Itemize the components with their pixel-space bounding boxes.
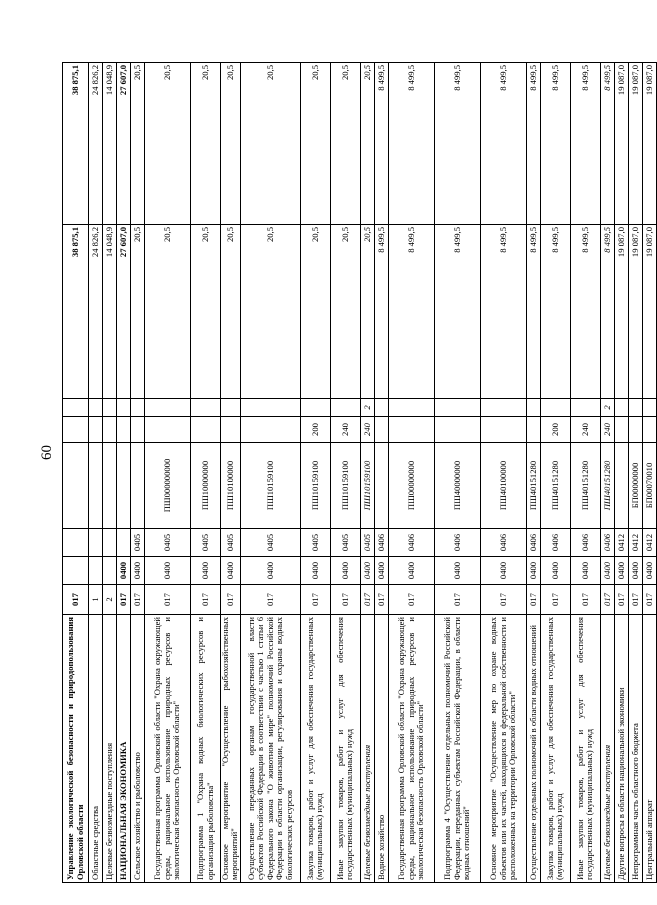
row-amount-1: 20,5 — [191, 225, 221, 399]
table-row — [330, 63, 360, 883]
row-target-code: БП00000000 — [628, 443, 642, 529]
table-row — [614, 63, 628, 883]
row-source-code — [191, 399, 221, 417]
row-source-code — [642, 399, 656, 417]
table-row — [131, 63, 145, 883]
table-row — [117, 63, 131, 883]
row-amount-2: 20,5 — [221, 63, 241, 225]
row-admin-code: 017 — [388, 585, 434, 615]
table-row — [628, 63, 642, 883]
row-subsection-code: 0405 — [360, 529, 374, 557]
row-expense-type-code — [131, 417, 145, 443]
row-target-code: ПШ10159100 — [300, 443, 330, 529]
row-admin-code: 017 — [614, 585, 628, 615]
row-admin-code: 017 — [131, 585, 145, 615]
table-row — [221, 63, 241, 883]
table-row — [145, 63, 191, 883]
row-source-code — [117, 399, 131, 417]
row-source-code — [300, 399, 330, 417]
row-target-code — [374, 443, 388, 529]
row-expense-type-code: 240 — [600, 417, 614, 443]
row-expense-type-code — [191, 417, 221, 443]
row-target-code: БП00070010 — [642, 443, 656, 529]
row-name: Водное хозяйство — [374, 615, 388, 883]
row-source-code — [526, 399, 540, 417]
row-amount-1: 20,5 — [360, 225, 374, 399]
row-expense-type-code: 200 — [540, 417, 570, 443]
row-section-code — [63, 557, 89, 585]
row-subsection-code: 0406 — [434, 529, 480, 557]
row-amount-2: 8 499,5 — [434, 63, 480, 225]
table-row — [388, 63, 434, 883]
row-subsection-code: 0405 — [240, 529, 300, 557]
row-source-code — [103, 399, 117, 417]
row-section-code: 0400 — [614, 557, 628, 585]
row-admin-code: 017 — [540, 585, 570, 615]
row-expense-type-code: 240 — [330, 417, 360, 443]
row-source-code — [628, 399, 642, 417]
row-section-code: 0400 — [526, 557, 540, 585]
row-amount-1: 20,5 — [131, 225, 145, 399]
row-amount-2: 14 048,9 — [103, 63, 117, 225]
row-target-code: ПШ10100000 — [221, 443, 241, 529]
row-amount-1: 20,5 — [240, 225, 300, 399]
row-amount-2: 20,5 — [145, 63, 191, 225]
row-expense-type-code — [388, 417, 434, 443]
row-expense-type-code: 240 — [360, 417, 374, 443]
row-subsection-code: 0405 — [330, 529, 360, 557]
row-amount-2: 38 875,1 — [63, 63, 89, 225]
row-expense-type-code: 200 — [300, 417, 330, 443]
row-section-code: 0400 — [360, 557, 374, 585]
row-name: Осуществление отдельных полномочий в области водных отношений — [526, 615, 540, 883]
rotated-page-content — [62, 63, 654, 883]
row-section-code: 0400 — [145, 557, 191, 585]
row-admin-code: 1 — [89, 585, 103, 615]
row-amount-2: 20,5 — [330, 63, 360, 225]
table-row — [480, 63, 526, 883]
row-amount-2: 19 087,0 — [628, 63, 642, 225]
row-target-code: ПШ10159100 — [360, 443, 374, 529]
row-target-code: ПШ40100000 — [480, 443, 526, 529]
row-subsection-code: 0406 — [388, 529, 434, 557]
table-row — [434, 63, 480, 883]
row-admin-code: 017 — [63, 585, 89, 615]
row-source-code — [145, 399, 191, 417]
row-amount-1: 8 499,5 — [526, 225, 540, 399]
table-row — [63, 63, 89, 883]
row-name: Целевые безвозмездные поступления — [600, 615, 614, 883]
row-expense-type-code — [480, 417, 526, 443]
table-row — [240, 63, 300, 883]
row-source-code — [570, 399, 600, 417]
row-amount-2: 8 499,5 — [600, 63, 614, 225]
row-target-code — [131, 443, 145, 529]
table-row — [642, 63, 656, 883]
row-target-code: ПШ40151280 — [526, 443, 540, 529]
row-target-code — [89, 443, 103, 529]
row-amount-2: 20,5 — [360, 63, 374, 225]
row-admin-code: 017 — [240, 585, 300, 615]
row-admin-code: 017 — [221, 585, 241, 615]
row-target-code — [103, 443, 117, 529]
row-subsection-code: 0406 — [374, 529, 388, 557]
row-amount-1: 38 875,1 — [63, 225, 89, 399]
row-amount-2: 8 499,5 — [540, 63, 570, 225]
row-subsection-code — [103, 529, 117, 557]
table-row — [300, 63, 330, 883]
row-admin-code: 017 — [360, 585, 374, 615]
row-amount-2: 8 499,5 — [480, 63, 526, 225]
row-section-code: 0400 — [434, 557, 480, 585]
row-expense-type-code — [374, 417, 388, 443]
row-amount-1: 8 499,5 — [480, 225, 526, 399]
row-section-code: 0400 — [374, 557, 388, 585]
row-section-code: 0400 — [300, 557, 330, 585]
row-admin-code: 017 — [600, 585, 614, 615]
row-target-code — [117, 443, 131, 529]
row-source-code — [131, 399, 145, 417]
row-expense-type-code — [642, 417, 656, 443]
row-admin-code: 017 — [145, 585, 191, 615]
row-expense-type-code: 240 — [570, 417, 600, 443]
row-source-code — [434, 399, 480, 417]
table-row — [374, 63, 388, 883]
table-row — [526, 63, 540, 883]
budget-table — [62, 62, 657, 883]
row-section-code: 0400 — [117, 557, 131, 585]
row-amount-1: 20,5 — [330, 225, 360, 399]
row-admin-code: 017 — [300, 585, 330, 615]
row-name: Осуществление переданных органам государственной власти субъектов Российской Федерации в соответствии с частью 1 статьи 6 Федерального закона "О животном мире" полномочий Российской Федерации в области организации, регулирования и охраны водных биологических ресурсов — [240, 615, 300, 883]
row-admin-code: 017 — [570, 585, 600, 615]
row-amount-2: 8 499,5 — [374, 63, 388, 225]
row-admin-code: 2 — [103, 585, 117, 615]
row-expense-type-code — [614, 417, 628, 443]
row-subsection-code: 0405 — [191, 529, 221, 557]
row-subsection-code — [63, 529, 89, 557]
row-source-code — [63, 399, 89, 417]
row-admin-code: 017 — [642, 585, 656, 615]
row-amount-1: 24 826,2 — [89, 225, 103, 399]
row-subsection-code: 0405 — [145, 529, 191, 557]
row-section-code: 0400 — [570, 557, 600, 585]
row-amount-1: 20,5 — [300, 225, 330, 399]
row-amount-1: 8 499,5 — [570, 225, 600, 399]
table-row — [191, 63, 221, 883]
row-amount-1: 20,5 — [145, 225, 191, 399]
row-section-code: 0400 — [240, 557, 300, 585]
row-admin-code: 017 — [480, 585, 526, 615]
row-source-code — [540, 399, 570, 417]
row-admin-code: 017 — [374, 585, 388, 615]
row-source-code — [374, 399, 388, 417]
row-name: Областные средства — [89, 615, 103, 883]
table-row — [103, 63, 117, 883]
row-admin-code: 017 — [117, 585, 131, 615]
row-amount-1: 8 499,5 — [540, 225, 570, 399]
row-subsection-code: 0405 — [131, 529, 145, 557]
row-subsection-code: 0406 — [480, 529, 526, 557]
row-amount-2: 20,5 — [131, 63, 145, 225]
row-name: Государственная программа Орловской области "Охрана окружающей среды, рациональное использование природных ресурсов и экологическая безопасность Орловской области" — [145, 615, 191, 883]
row-name: Подпрограмма 1 "Охрана водных биологических ресурсов и организация рыболовства" — [191, 615, 221, 883]
row-name: Основное мероприятие "Осуществление мер по охране водных объектов или их частей, находящихся в федеральной собственности и расположенных на территории Орловской области" — [480, 615, 526, 883]
row-amount-1: 8 499,5 — [434, 225, 480, 399]
row-amount-1: 19 087,0 — [642, 225, 656, 399]
row-admin-code: 017 — [526, 585, 540, 615]
row-name: Государственная программа Орловской области "Охрана окружающей среды, рациональное использование природных ресурсов и экологическая безопасность Орловской области" — [388, 615, 434, 883]
row-source-code — [388, 399, 434, 417]
row-target-code: ПШ10159100 — [240, 443, 300, 529]
table-row — [540, 63, 570, 883]
row-target-code: ПШ000000000 — [145, 443, 191, 529]
row-target-code: ПШ40151280 — [570, 443, 600, 529]
row-amount-1: 8 499,5 — [374, 225, 388, 399]
row-section-code: 0400 — [480, 557, 526, 585]
row-expense-type-code — [526, 417, 540, 443]
row-subsection-code: 0406 — [540, 529, 570, 557]
row-source-code — [330, 399, 360, 417]
row-amount-2: 20,5 — [300, 63, 330, 225]
row-target-code: ПШ10000000 — [191, 443, 221, 529]
row-expense-type-code — [63, 417, 89, 443]
row-name: Другие вопросы в области национальной экономики — [614, 615, 628, 883]
row-target-code: ПШ10159100 — [330, 443, 360, 529]
row-target-code: ПШ00000000 — [388, 443, 434, 529]
row-expense-type-code — [434, 417, 480, 443]
row-expense-type-code — [89, 417, 103, 443]
row-amount-2: 19 087,0 — [614, 63, 628, 225]
row-section-code: 0400 — [191, 557, 221, 585]
row-source-code: 2 — [360, 399, 374, 417]
row-subsection-code: 0406 — [600, 529, 614, 557]
budget-table-body — [63, 63, 657, 883]
row-subsection-code: 0412 — [628, 529, 642, 557]
row-source-code — [240, 399, 300, 417]
row-name: Целевые безвозмездные поступления — [360, 615, 374, 883]
row-name: Иные закупки товаров, работ и услуг для обеспечения государственных (муниципальных) нужд — [330, 615, 360, 883]
row-subsection-code — [117, 529, 131, 557]
row-source-code — [614, 399, 628, 417]
row-name: Закупка товаров, работ и услуг для обеспечения государственных (муниципальных) нужд — [540, 615, 570, 883]
row-amount-1: 19 087,0 — [628, 225, 642, 399]
row-amount-2: 20,5 — [240, 63, 300, 225]
row-amount-1: 27 607,0 — [117, 225, 131, 399]
row-amount-2: 27 607,0 — [117, 63, 131, 225]
row-name: Основное мероприятие "Осуществление рыбохозяйственных мероприятий" — [221, 615, 241, 883]
row-section-code — [89, 557, 103, 585]
row-amount-2: 8 499,5 — [570, 63, 600, 225]
row-expense-type-code — [221, 417, 241, 443]
row-name: Непрограммная часть областного бюджета — [628, 615, 642, 883]
row-section-code: 0400 — [628, 557, 642, 585]
row-name: Подпрограмма 4 "Осуществление отдельных полномочий Российской Федерации, переданных субъектам Российской Федерации, в области водных отношений" — [434, 615, 480, 883]
row-subsection-code: 0406 — [570, 529, 600, 557]
row-admin-code: 017 — [434, 585, 480, 615]
row-target-code: ПШ40000000 — [434, 443, 480, 529]
table-row — [570, 63, 600, 883]
row-name: НАЦИОНАЛЬНАЯ ЭКОНОМИКА — [117, 615, 131, 883]
row-section-code: 0400 — [388, 557, 434, 585]
row-amount-1: 8 499,5 — [388, 225, 434, 399]
row-amount-1: 14 048,9 — [103, 225, 117, 399]
page-number: 60 — [39, 445, 55, 461]
row-amount-1: 19 087,0 — [614, 225, 628, 399]
row-name: Иные закупки товаров, работ и услуг для обеспечения государственных (муниципальных) нужд — [570, 615, 600, 883]
row-subsection-code: 0406 — [526, 529, 540, 557]
row-target-code: ПШ40151280 — [600, 443, 614, 529]
row-subsection-code: 0405 — [221, 529, 241, 557]
row-target-code: ПШ40151280 — [540, 443, 570, 529]
row-amount-1: 8 499,5 — [600, 225, 614, 399]
row-expense-type-code — [117, 417, 131, 443]
row-amount-2: 19 087,0 — [642, 63, 656, 225]
table-row — [89, 63, 103, 883]
row-section-code: 0400 — [642, 557, 656, 585]
row-amount-2: 24 826,2 — [89, 63, 103, 225]
row-expense-type-code — [145, 417, 191, 443]
row-amount-2: 20,5 — [191, 63, 221, 225]
row-section-code: 0400 — [540, 557, 570, 585]
row-section-code: 0400 — [221, 557, 241, 585]
row-amount-2: 8 499,5 — [388, 63, 434, 225]
row-subsection-code: 0412 — [642, 529, 656, 557]
table-row — [360, 63, 374, 883]
row-target-code — [614, 443, 628, 529]
row-source-code — [89, 399, 103, 417]
row-expense-type-code — [103, 417, 117, 443]
row-subsection-code: 0412 — [614, 529, 628, 557]
row-target-code — [63, 443, 89, 529]
row-source-code — [480, 399, 526, 417]
row-name: Сельское хозяйство и рыболовство — [131, 615, 145, 883]
row-admin-code: 017 — [191, 585, 221, 615]
row-name: Центральный аппарат — [642, 615, 656, 883]
row-amount-1: 20,5 — [221, 225, 241, 399]
row-section-code: 0400 — [330, 557, 360, 585]
row-amount-2: 8 499,5 — [526, 63, 540, 225]
row-name: Целевые безвозмездные поступления — [103, 615, 117, 883]
row-admin-code: 017 — [628, 585, 642, 615]
row-section-code: 0400 — [600, 557, 614, 585]
row-admin-code: 017 — [330, 585, 360, 615]
row-section-code: 0400 — [131, 557, 145, 585]
row-subsection-code: 0405 — [300, 529, 330, 557]
row-name: Закупка товаров, работ и услуг для обеспечения государственных (муниципальных) нужд — [300, 615, 330, 883]
row-source-code: 2 — [600, 399, 614, 417]
row-expense-type-code — [240, 417, 300, 443]
row-section-code — [103, 557, 117, 585]
row-subsection-code — [89, 529, 103, 557]
table-row — [600, 63, 614, 883]
row-source-code — [221, 399, 241, 417]
row-name: Управление экологической безопасности и природопользования Орловской области — [63, 615, 89, 883]
row-expense-type-code — [628, 417, 642, 443]
